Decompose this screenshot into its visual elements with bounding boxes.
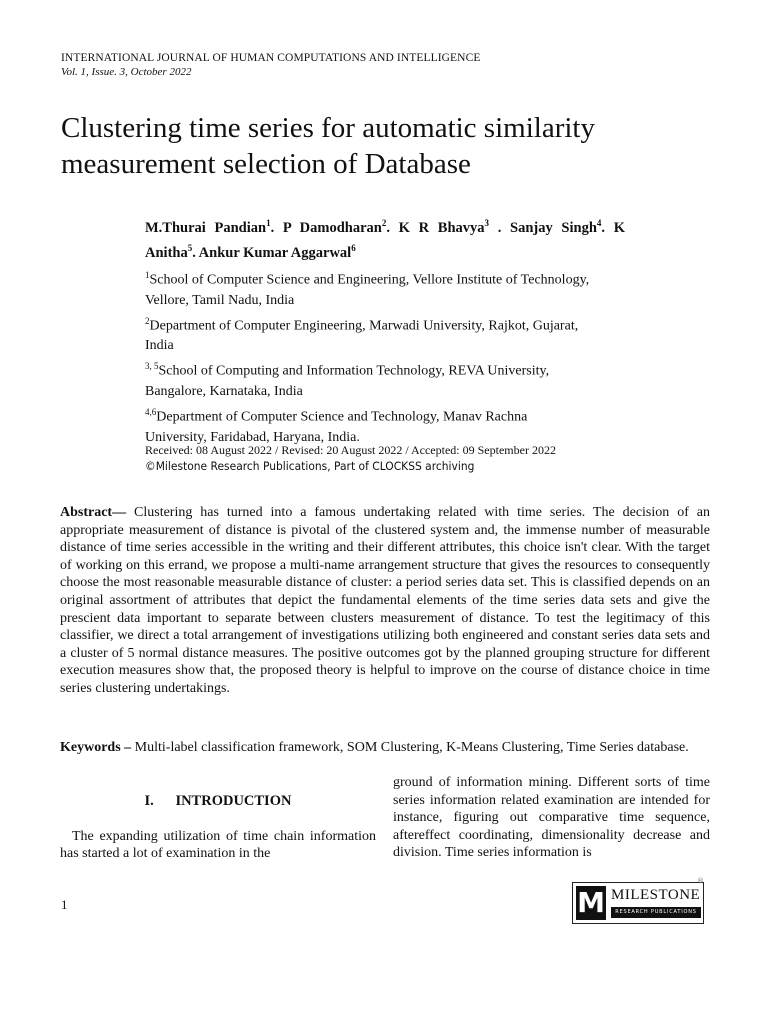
abstract-text: Clustering has turned into a famous undertaking related with time series. The decision of an appropriate measurement of distance is pivotal of the clustered system and, the immense number of measurable distance of time series accessible in the writing and their different attributes, this choice isn't clear. With the target of working on this errand, we propose a multi-name arrangement structure that gives the resources to consequently choose the most reasonable measurable distance of cluster: a period series data set. This is classified depends on an original assortment of attributes that depict the fundamental elements of the time series data sets and give the prescient data important to separate between clusters measurement of distance. To test the legitimacy of this classifier, we direct a total arrangement of investigations utilizing both engineered and constant series data sets and a cluster of 5 normal distance measures. The positive outcomes got by the planned grouping structure for different execution measures show that, the proposed theory is helpful to improve on the course of distance choice in time series clustering undertakings.	[60, 505, 710, 696]
author: P Damodharan	[282, 219, 382, 236]
section-title: INTRODUCTION	[175, 793, 292, 809]
intro-paragraph-left: The expanding utilization of time chain information has started a lot of examination in the	[60, 828, 376, 862]
author: K Anitha	[145, 219, 625, 261]
abstract-label: Abstract—	[60, 505, 127, 520]
affiliation-text: School of Computer Science and Engineering, Vellore Institute of Technology, Vellore, Tamil Nadu, India	[145, 272, 590, 308]
affiliation-text: Department of Computer Engineering, Marwadi University, Rajkot, Gujarat, India	[145, 318, 579, 354]
section-heading	[60, 793, 376, 811]
milestone-logo	[572, 877, 706, 924]
author-sup: 6	[351, 242, 356, 253]
author-sup: 1	[266, 218, 271, 228]
paper-title-line2: measurement selection of Database	[61, 148, 471, 180]
page-number: 1	[61, 897, 68, 912]
registered-mark: ®	[697, 877, 704, 885]
intro-paragraph-right: ground of information mining. Different sorts of time series information related examination are intended for instance, figuring out comparative time sequence, aftereffect coordinating, dimensionality decrease and division. Time series information is	[393, 775, 710, 861]
keywords	[60, 739, 710, 757]
abstract	[60, 504, 710, 698]
author: Sanjay Singh	[510, 219, 597, 236]
copyright-notice: ©Milestone Research Publications, Part of CLOCKSS archiving	[145, 459, 475, 473]
author: M.Thurai Pandian	[145, 219, 267, 236]
logo-letter: M	[577, 886, 605, 919]
author-sep: .	[192, 244, 199, 261]
left-column	[60, 790, 376, 863]
author-sep: .	[386, 219, 399, 236]
issue-info: Vol. 1, Issue. 3, October 2022	[61, 66, 192, 78]
paper-title	[61, 110, 721, 182]
paper-title-line1: Clustering time series for automatic similarity	[61, 112, 595, 144]
logo-subtitle: RESEARCH PUBLICATIONS	[611, 907, 701, 918]
author-sep: .	[270, 219, 283, 236]
affiliation	[145, 402, 590, 448]
author-list	[145, 213, 625, 263]
affiliation-sup: 4,6	[145, 406, 157, 417]
keywords-label: Keywords –	[60, 740, 132, 755]
affiliation	[145, 311, 590, 357]
author-sep: .	[601, 219, 614, 236]
affiliation-sup: 1	[145, 270, 150, 280]
affiliation	[145, 356, 590, 402]
affiliation-list	[145, 265, 590, 448]
submission-dates: Received: 08 August 2022 / Revised: 20 August 2022 / Accepted: 09 September 2022	[145, 443, 556, 457]
logo-name: MILESTONE	[611, 887, 701, 903]
journal-name: INTERNATIONAL JOURNAL OF HUMAN COMPUTATIONS AND INTELLIGENCE	[61, 52, 481, 64]
affiliation-text: Department of Computer Science and Technology, Manav Rachna University, Faridabad, Haryana, India.	[145, 409, 528, 445]
author: Ankur Kumar Aggarwal	[198, 244, 352, 261]
author-sup: 5	[187, 242, 193, 253]
author-sup: 4	[596, 218, 602, 228]
affiliation-sup: 3, 5	[145, 361, 159, 372]
affiliation-sup: 2	[145, 315, 150, 326]
author-sup: 3	[484, 218, 490, 228]
author: K R Bhavya	[398, 219, 485, 236]
affiliation	[145, 265, 590, 311]
keywords-text: Multi-label classification framework, SOM Clustering, K-Means Clustering, Time Series database.	[131, 740, 689, 755]
section-number: I.	[144, 793, 154, 809]
author-sep: .	[489, 219, 511, 236]
author-sup: 2	[381, 218, 387, 228]
affiliation-text: School of Computing and Information Technology, REVA University, Bangalore, Karnataka, India	[145, 363, 550, 399]
logo-frame	[572, 877, 704, 924]
